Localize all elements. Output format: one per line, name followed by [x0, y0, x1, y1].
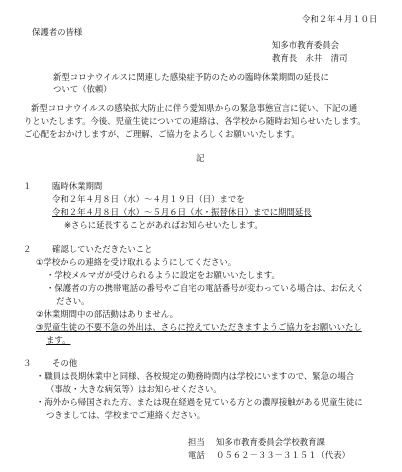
issue-date: 令和２年４月１０日: [302, 14, 378, 24]
section2-item-3a: ③児童生徒の不要不急の外出は、さらに控えていただきますようご協力をお願いいたし: [36, 322, 362, 332]
intro-line-1: 新型コロナウイルスの感染拡大防止に伴う愛知県からの緊急事態宣言に従い、下記の通: [31, 103, 358, 113]
contact-label-2: 電話: [188, 450, 205, 460]
section2-item-1-sub-1: ・学校メルマガが受けられるように設定をお願いいたします。: [46, 270, 280, 280]
section2-item-1-sub-2a: ・保護者の方の携帯電話の番号やご自宅の電話番号が変わっている場合は、お伝えく: [46, 283, 365, 293]
intro-line-2: りといたします。今後、児童生徒についての連絡は、各学校から随時お知らせいたします。: [24, 116, 366, 126]
section3-sub-2b: つきましては、学校までご連絡ください。: [46, 410, 206, 420]
section1-heading: 臨時休業期間: [52, 181, 103, 191]
section2-number: ２: [23, 244, 32, 254]
ki-marker: 記: [196, 153, 205, 163]
section1-period-original: 令和２年４月８日（水）～４月１９日（日）までを: [52, 194, 245, 204]
section1-period-extended: 令和２年４月８日（水）～５月６日（水・振替休日）までに期間延長: [52, 207, 312, 217]
sender-name: 教育長 永井 清司: [272, 53, 348, 63]
section2-heading: 確認していただきたいこと: [52, 244, 153, 254]
section3-sub-2a: ・海外から帰国された方、または現在経過を見ている方との濃厚接触がある児童生徒に: [36, 397, 363, 407]
section2-item-1: ①学校からの連絡を受け取れるようにしてください。: [36, 257, 237, 267]
document-title-line-1: 新型コロナウイルスに関連した感染症予防のための臨時休業期間の延長に: [53, 72, 329, 82]
section3-sub-1b: （事故・大きな病気等）はお知らせください。: [46, 384, 222, 394]
recipient: 保護者の皆様: [32, 27, 83, 37]
contact-department: 知多市教育委員会学校教育課: [216, 437, 325, 447]
section3-sub-1a: ・職員は長期休業中と同様、各校規定の勤務時間内は学校にいますので、緊急の場合: [36, 371, 355, 381]
sender-organization: 知多市教育委員会: [272, 40, 339, 50]
intro-line-3: ご心配をおかけしますが、ご理解、ご協力をよろしくお願いいたします。: [24, 129, 300, 139]
section3-number: ３: [23, 358, 32, 368]
document-title-line-2: ついて（依頼）: [53, 84, 112, 94]
section3-heading: その他: [52, 358, 78, 368]
section2-item-2: ②休業期間中の部活動はありません。: [36, 309, 179, 319]
contact-label-1: 担当: [188, 437, 205, 447]
section1-note: ※さらに延長することがあればお知らせいたします。: [64, 220, 263, 230]
contact-phone: ０５６２－３３－３１５１（代表）: [216, 450, 350, 460]
section2-item-1-sub-2b: ださい。: [56, 296, 90, 306]
section1-number: １: [23, 181, 32, 191]
section2-item-3b: ます。: [46, 335, 71, 345]
